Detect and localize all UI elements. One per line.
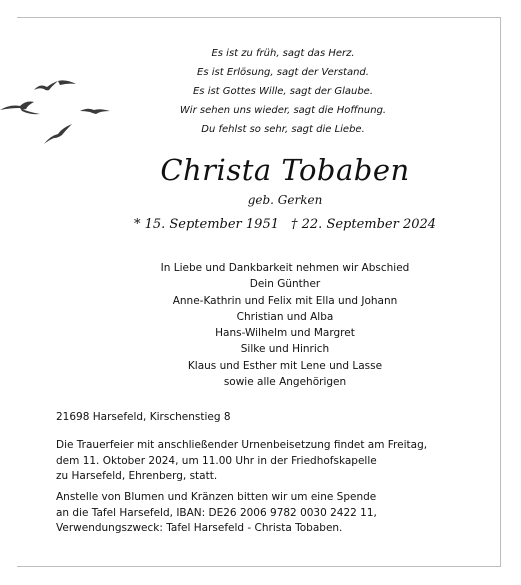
mourners-line: In Liebe und Dankbarkeit nehmen wir Abschied <box>160 262 410 274</box>
ceremony-line: zu Harsefeld, Ehrenberg, statt. <box>56 470 218 482</box>
donation-line: Verwendungszweck: Tafel Harsefeld - Christa Tobaben. <box>56 522 343 534</box>
life-dates <box>90 214 480 236</box>
bird-icon <box>0 102 34 111</box>
mourners-line: Christian und Alba <box>236 310 334 323</box>
mourners-line: Dein Günther <box>249 278 321 291</box>
bird-icon <box>34 81 58 90</box>
mourners-line: sowie alle Angehörigen <box>223 376 347 389</box>
poem-line: Es ist Gottes Wille, sagt der Glaube. <box>192 86 374 97</box>
poem-line: Es ist Erlösung, sagt der Verstand. <box>197 67 369 78</box>
ceremony-info <box>56 438 476 485</box>
bird-icon <box>80 109 110 114</box>
address <box>56 410 476 426</box>
poem <box>118 44 448 139</box>
death-date: † 22. September 2024 <box>291 217 437 232</box>
deceased-name: Christa Tobaben <box>160 153 410 187</box>
donation-line: Anstelle von Blumen und Kränzen bitten wir um eine Spende <box>56 491 377 503</box>
bird-icon <box>44 124 72 144</box>
donation-info <box>56 490 476 537</box>
donation-line: an die Tafel Harsefeld, IBAN: DE26 2006 9782 0030 2422 11, <box>56 506 377 519</box>
mourners-line: Silke und Hinrich <box>240 343 330 356</box>
poem-line: Wir sehen uns wieder, sagt die Hoffnung. <box>179 105 387 116</box>
ceremony-line: Die Trauerfeier mit anschließender Urnenbeisetzung findet am Freitag, <box>56 439 428 451</box>
mourners-list <box>90 260 480 390</box>
mourners-line: Klaus und Esther mit Lene und Lasse <box>187 359 383 372</box>
born-name: geb. Gerken <box>247 193 323 207</box>
poem-line: Es ist zu früh, sagt das Herz. <box>211 48 355 59</box>
birth-date: * 15. September 1951 <box>133 217 279 232</box>
ceremony-line: dem 11. Oktober 2024, um 11.00 Uhr in der Friedhofskapelle <box>56 454 377 467</box>
mourners-line: Hans-Wilhelm und Margret <box>215 327 355 340</box>
bird-icon <box>58 80 76 85</box>
poem-line: Du fehlst so sehr, sagt die Liebe. <box>201 124 365 135</box>
flying-birds-icon <box>0 78 120 153</box>
address-line: 21698 Harsefeld, Kirschenstieg 8 <box>56 411 231 423</box>
mourners-line: Anne-Kathrin und Felix mit Ella und Johann <box>172 294 398 307</box>
